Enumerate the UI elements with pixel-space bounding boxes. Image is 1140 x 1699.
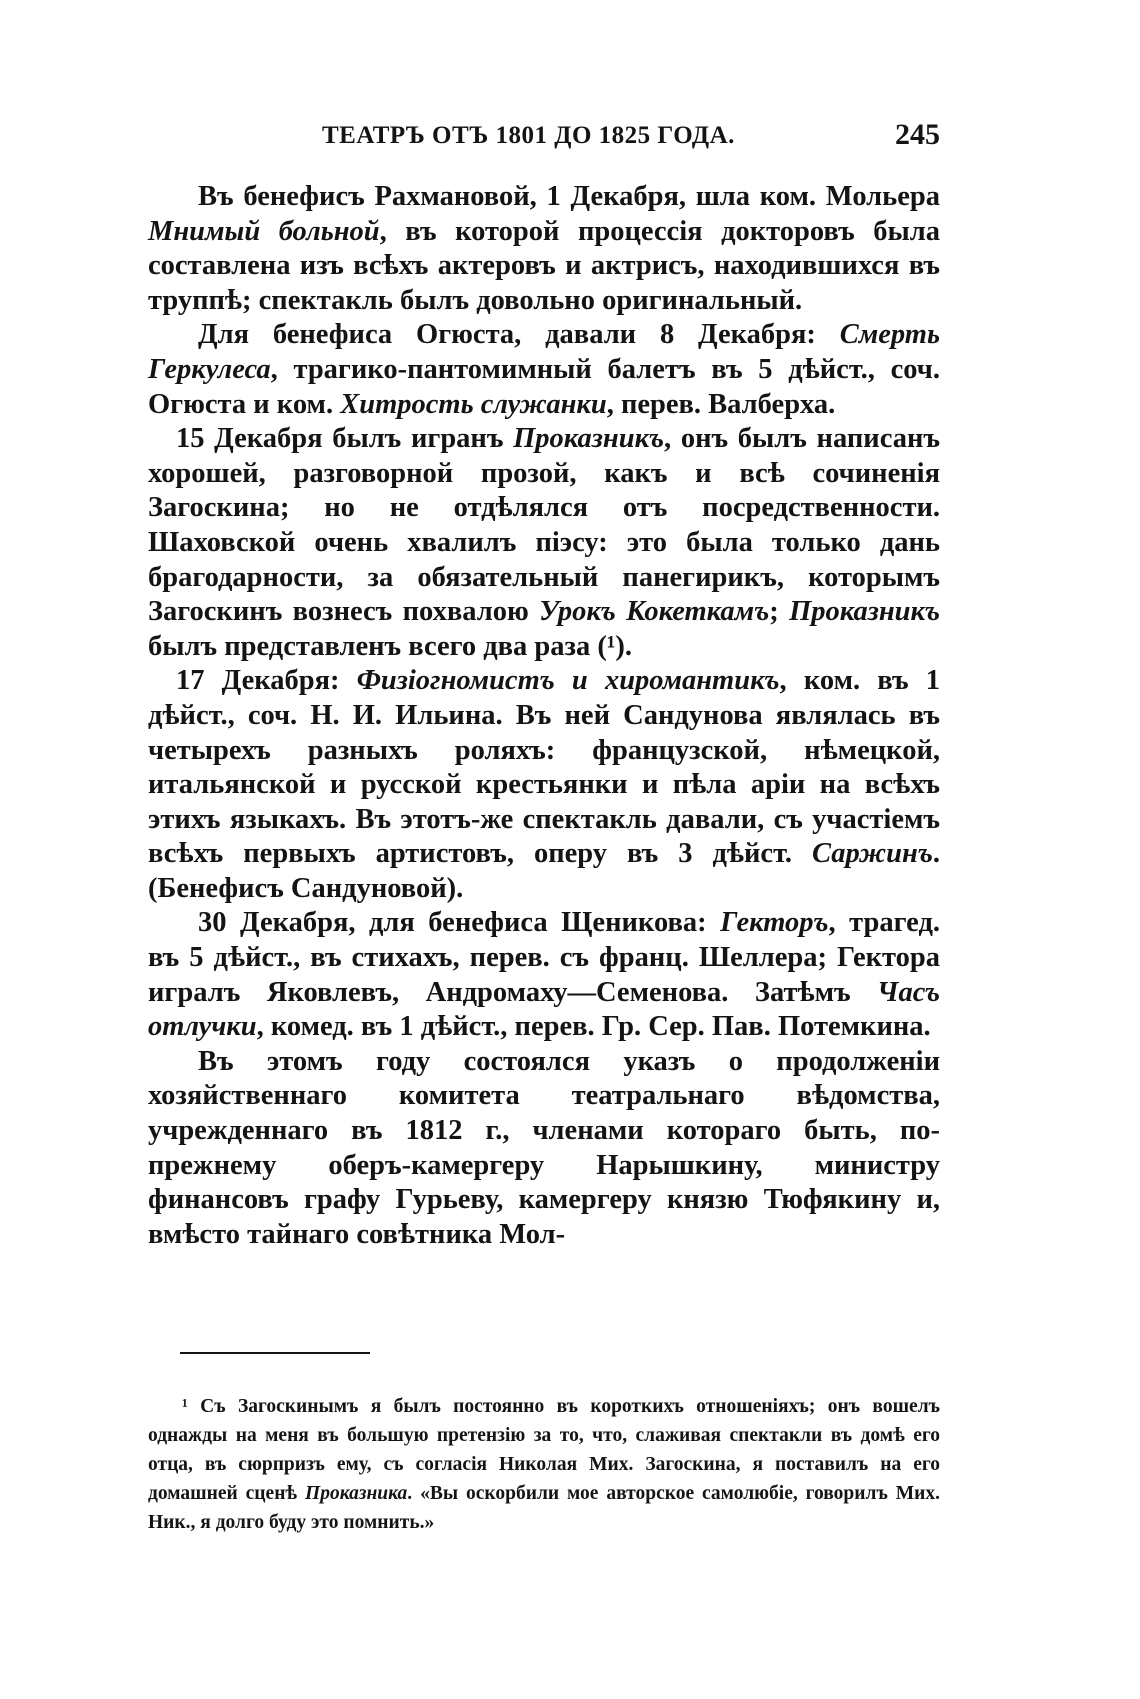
- play-title: Проказника: [305, 1482, 408, 1504]
- text-run: 15 Декабря былъ игранъ: [176, 423, 514, 455]
- text-run: Для бенефиса Огюста, давали 8 Декабря:: [198, 319, 840, 351]
- paragraph-auguste-benefit: [148, 318, 940, 422]
- text-run: , трагико-пантомимный балетъ въ 5 дѣйст., соч. Огюста и ком.: [148, 353, 940, 420]
- text-run: 30 Декабря, для бенефиса Щеникова:: [198, 907, 721, 939]
- footnote-marker: ¹: [182, 1395, 188, 1417]
- text-run: , онъ былъ написанъ хорошей, разговорной прозой, какъ и всѣ сочиненія Загоскина; но не отдѣлялся отъ посредственности. Шаховской очень хвалилъ піэсу: это была только дань брагодарности, за обязательный панегирикъ, которымъ Загоскинъ вознесъ похвалою: [148, 423, 940, 628]
- text-run: , трагед. въ 5 дѣйст., въ стихахъ, перев. съ франц. Шеллера; Гектора игралъ Яковлевъ, Андромаху—Семенова. Затѣмъ: [148, 907, 940, 1008]
- text-run: , ком. въ 1 дѣйст., соч. Н. И. Ильина. Въ ней Сандунова являлась въ четырехъ разныхъ роляхъ: французской, нѣмецкой, итальянской и русской крестьянки и пѣла аріи на всѣхъ этихъ языкахъ. Въ этотъ-же спектакль давали, съ участіемъ всѣхъ первыхъ артистовъ, оперу въ 3 дѣйст.: [148, 665, 940, 870]
- play-title: Проказникъ: [789, 596, 940, 628]
- text-run: , перев. Валберха.: [606, 388, 836, 420]
- text-run: былъ представленъ всего два раза (: [148, 630, 607, 662]
- play-title: Физіогномистъ и хиромантикъ: [356, 665, 780, 697]
- running-title: ТЕАТРЪ ОТЪ 1801 ДО 1825 ГОДА.: [322, 122, 735, 149]
- play-title: Смерть Геркулеса: [148, 319, 940, 385]
- text-run: Въ этомъ году состоялся указъ о продолженіи хозяйственнаго комитета театральнаго вѣдомства, учрежденнаго въ 1812 г., членами котораго быть, по-прежнему оберъ-камергеру Нарышкину, министру финансовъ графу Гурьеву, камергеру князю Тюфякину и, вмѣсто тайнаго совѣтника Мол-: [148, 1045, 940, 1250]
- play-title: Часъ отлучки: [148, 976, 940, 1043]
- play-title: Урокъ Кокеткамъ: [539, 596, 770, 628]
- play-title: Хитрость служанки: [340, 388, 607, 420]
- paragraph-prokaznik: [148, 422, 940, 664]
- text-run: . «Вы оскорбили мое авторское самолюбіе, говорилъ Мих. Ник., я долго буду это помнить.»: [148, 1482, 941, 1533]
- paragraph-committee-decree: [148, 1045, 940, 1253]
- paragraph-shchenikov-benefit: [148, 906, 940, 1044]
- text-run: , комед. въ 1 дѣйст., перев. Гр. Сер. Пав. Потемкина.: [256, 1011, 931, 1043]
- footnote-reference: ¹: [606, 630, 616, 662]
- text-run: . (Бенефисъ Сандуновой).: [148, 838, 940, 904]
- play-title: Проказникъ: [513, 423, 665, 455]
- running-header: [150, 118, 940, 158]
- text-run: , въ которой процессія докторовъ была составлена изъ всѣхъ актеровъ и актрисъ, находившихся въ труппѣ; спектакль былъ довольно оригинальный.: [148, 215, 940, 316]
- text-run: 17 Декабря:: [176, 665, 357, 697]
- page-number: 245: [895, 118, 940, 151]
- text-run: Съ Загоскинымъ я былъ постоянно въ короткихъ отношеніяхъ; онъ вошелъ однажды на меня въ большую претензію за то, что, слаживая спектакли въ домѣ его отца, въ сюрпризъ ему, съ согласія Николая Мих. Загоскина, я поставилъ на его домашней сценѣ: [148, 1395, 940, 1504]
- play-title: Мнимый больной: [148, 215, 380, 247]
- text-run: ).: [615, 630, 633, 662]
- main-text: [148, 180, 940, 1252]
- text-run: ;: [769, 596, 790, 628]
- paragraph-physiognomist: [148, 664, 940, 906]
- play-title: Саржинъ: [812, 838, 933, 870]
- footnote: [148, 1392, 940, 1537]
- paragraph-rakhmanova-benefit: [148, 180, 940, 318]
- footnote-divider: [180, 1352, 370, 1354]
- play-title: Гекторъ: [720, 907, 829, 939]
- text-run: Въ бенефисъ Рахмановой, 1 Декабря, шла ком. Мольера: [198, 181, 940, 212]
